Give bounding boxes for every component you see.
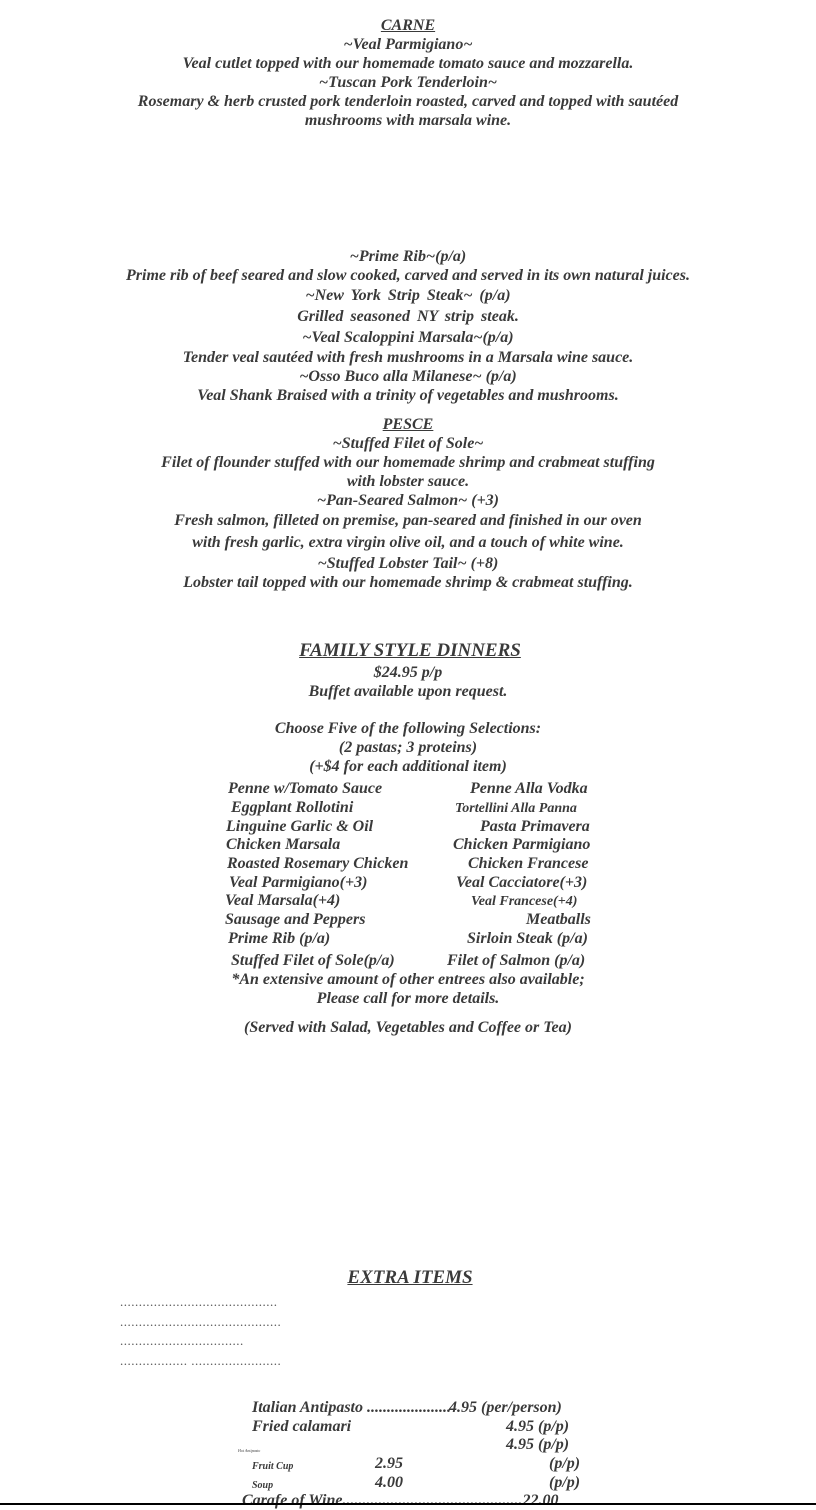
carne-item-desc: Grilled seasoned NY strip steak. xyxy=(297,308,519,325)
family-note: Please call for more details. xyxy=(316,990,500,1007)
carne-item-name: ~Prime Rib~(p/a) xyxy=(349,248,467,265)
pesce-heading: PESCE xyxy=(382,416,434,433)
extra-item-price: 2.95 xyxy=(375,1455,403,1472)
page-bottom-rule xyxy=(0,1503,816,1505)
carne-item-desc: Veal cutlet topped with our homemade tomato sauce and mozzarella. xyxy=(182,55,634,72)
family-option: Filet of Salmon (p/a) xyxy=(447,952,586,969)
pesce-item-desc: Fresh salmon, filleted on premise, pan-seared and finished in our oven xyxy=(174,512,642,529)
pesce-item-name: ~Pan-Seared Salmon~ (+3) xyxy=(316,492,500,509)
family-option: Penne w/Tomato Sauce xyxy=(228,780,383,797)
carne-item-name: ~Osso Buco alla Milanese~ (p/a) xyxy=(299,368,517,385)
family-option: Tortellini Alla Panna xyxy=(455,801,577,816)
carne-item-desc: Tender veal sautéed with fresh mushrooms in a Marsala wine sauce. xyxy=(182,349,634,366)
family-option: Pasta Primavera xyxy=(480,818,590,835)
extra-item-label: Fruit Cup xyxy=(252,1461,294,1472)
extra-item-price: 4.95 (per/person) xyxy=(449,1399,562,1416)
extra-heading: EXTRA ITEMS xyxy=(347,1267,473,1288)
pesce-item-desc: with lobster sauce. xyxy=(346,473,470,490)
family-option: Veal Cacciatore(+3) xyxy=(456,874,588,891)
carne-item-name: ~New York Strip Steak~ (p/a) xyxy=(305,287,511,304)
carne-heading: CARNE xyxy=(380,17,436,34)
extra-item-unit: (p/p) xyxy=(549,1474,581,1491)
dotted-line: .................. ........................ xyxy=(120,1353,282,1368)
family-option: Veal Marsala(+4) xyxy=(225,892,341,909)
family-option: Chicken Marsala xyxy=(226,836,341,853)
carne-item-desc: Veal Shank Braised with a trinity of vegetables and mushrooms. xyxy=(197,387,619,404)
family-option: Meatballs xyxy=(526,911,591,928)
family-note: *An extensive amount of other entrees also available; xyxy=(231,971,585,988)
extra-item-label: Italian Antipasto ..................... xyxy=(252,1399,451,1416)
carne-item-desc: Rosemary & herb crusted pork tenderloin roasted, carved and topped with sautéed xyxy=(137,93,679,110)
family-option: Chicken Francese xyxy=(468,855,589,872)
family-option: Eggplant Rollotini xyxy=(231,799,354,816)
extra-item-carafe: Carafe of Wine.............................................22.00 xyxy=(242,1492,559,1509)
family-buffet: Buffet available upon request. xyxy=(308,683,508,700)
extra-item-price: 4.95 (p/p) xyxy=(506,1418,570,1435)
family-option: Sausage and Peppers xyxy=(225,911,366,928)
family-choose: Choose Five of the following Selections: xyxy=(274,720,542,737)
carne-item-desc: Prime rib of beef seared and slow cooked, carved and served in its own natural juices. xyxy=(126,267,690,284)
carne-item-desc: mushrooms with marsala wine. xyxy=(304,112,512,129)
family-option: Veal Francese(+4) xyxy=(471,894,578,909)
family-heading: FAMILY STYLE DINNERS xyxy=(299,640,521,661)
pesce-item-name: ~Stuffed Filet of Sole~ xyxy=(332,435,484,452)
family-price: $24.95 p/p xyxy=(373,664,443,681)
family-option: Linguine Garlic & Oil xyxy=(226,818,374,835)
family-option: Sirloin Steak (p/a) xyxy=(467,930,588,947)
family-rule: (+$4 for each additional item) xyxy=(309,758,507,775)
pesce-item-name: ~Stuffed Lobster Tail~ (+8) xyxy=(317,555,499,572)
extra-item-price: 4.95 (p/p) xyxy=(506,1436,570,1453)
carne-item-name: ~Veal Parmigiano~ xyxy=(343,36,473,53)
extra-item-price: 4.00 xyxy=(375,1474,403,1491)
family-option: Prime Rib (p/a) xyxy=(228,930,331,947)
dotted-line: .......................................... xyxy=(120,1294,278,1309)
family-rule: (2 pastas; 3 proteins) xyxy=(338,739,478,756)
extra-item-label: Hot Antipasto xyxy=(238,1448,261,1453)
family-option: Chicken Parmigiano xyxy=(453,836,591,853)
family-option: Veal Parmigiano(+3) xyxy=(229,874,368,891)
carne-item-name: ~Tuscan Pork Tenderloin~ xyxy=(319,74,497,91)
pesce-item-desc: with fresh garlic, extra virgin olive oil, and a touch of white wine. xyxy=(192,534,624,551)
dotted-line: ................................. xyxy=(120,1333,244,1348)
family-option: Roasted Rosemary Chicken xyxy=(227,855,409,872)
extra-item-label: Soup xyxy=(252,1480,274,1491)
carne-item-name: ~Veal Scaloppini Marsala~(p/a) xyxy=(302,329,514,346)
family-option: Penne Alla Vodka xyxy=(470,780,588,797)
extra-item-label: Fried calamari xyxy=(252,1418,352,1435)
family-served: (Served with Salad, Vegetables and Coffee or Tea) xyxy=(244,1019,572,1036)
pesce-item-desc: Lobster tail topped with our homemade shrimp & crabmeat stuffing. xyxy=(183,574,633,591)
extra-item-unit: (p/p) xyxy=(549,1455,581,1472)
family-option: Stuffed Filet of Sole(p/a) xyxy=(231,952,395,969)
pesce-item-desc: Filet of flounder stuffed with our homemade shrimp and crabmeat stuffing xyxy=(161,454,655,471)
dotted-line: ........................................... xyxy=(120,1314,282,1329)
